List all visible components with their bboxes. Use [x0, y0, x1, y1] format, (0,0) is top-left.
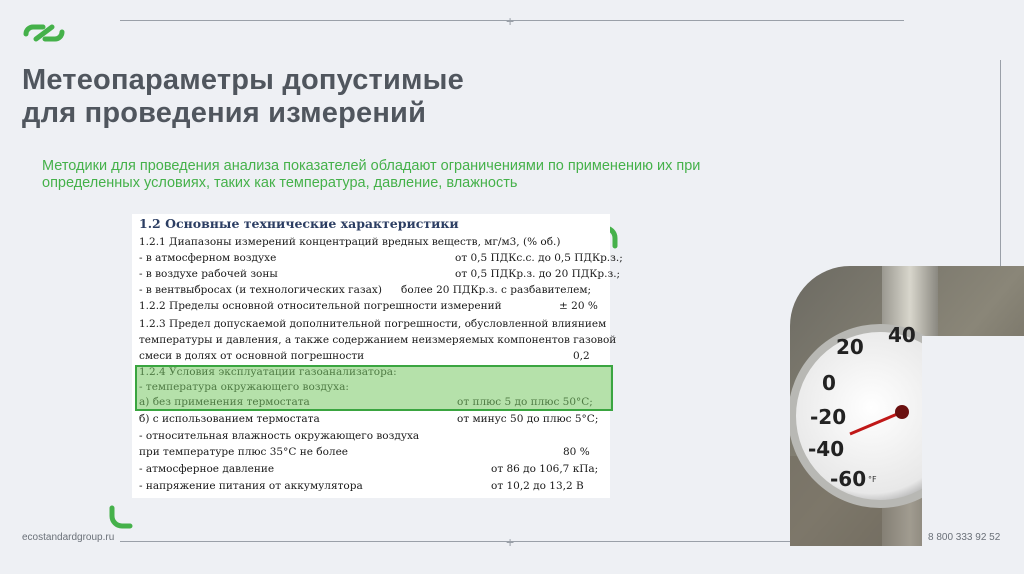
- doc-row: [139, 429, 602, 444]
- bottom-plus-icon: +: [506, 534, 515, 550]
- doc-row: [139, 349, 602, 364]
- doc-row-value: ± 20 %: [559, 300, 598, 312]
- doc-row-value: от 0,5 ПДКс.с. до 0,5 ПДКр.з.;: [455, 252, 623, 264]
- title-line-2: для проведения измерений: [22, 97, 427, 129]
- doc-row-label: 1.2.1 Диапазоны измерений концентраций вредных веществ, мг/м3, (% об.): [139, 236, 561, 248]
- doc-row-value: от 0,5 ПДКр.з. до 20 ПДКр.з.;: [455, 268, 621, 280]
- doc-row: [139, 235, 602, 250]
- doc-row-label: смеси в долях от основной погрешности: [139, 350, 365, 362]
- page-title: [22, 64, 464, 130]
- tick-label: 40: [888, 323, 916, 347]
- unit-label: °F: [868, 475, 877, 484]
- thermometer-photo: [790, 266, 1024, 546]
- doc-row: [139, 299, 602, 314]
- spec-document: [132, 214, 623, 498]
- doc-row: [139, 445, 602, 460]
- doc-row-value: от 86 до 106,7 кПа;: [491, 463, 599, 475]
- doc-row: [139, 462, 602, 477]
- doc-row: [139, 251, 623, 266]
- doc-row: [139, 333, 617, 348]
- doc-row-label: - относительная влажность окружающего воздуха: [139, 430, 420, 442]
- doc-row-label: - в атмосферном воздухе: [139, 252, 277, 264]
- doc-row: [139, 317, 607, 332]
- title-line-1: Метеопараметры допустимые: [22, 64, 464, 96]
- doc-row-label: б) с использованием термостата: [139, 413, 320, 425]
- doc-heading: 1.2 Основные технические характеристики: [139, 216, 459, 231]
- doc-row-label: 1.2.2 Пределы основной относительной погрешности измерений: [139, 300, 502, 312]
- tick-label: 20: [836, 335, 864, 359]
- doc-row-label: - в вентвыбросах (и технологических газах): [139, 284, 382, 296]
- footer-phone[interactable]: 8 800 333 92 52: [928, 532, 1001, 543]
- doc-row-value: 0,2: [573, 350, 590, 362]
- tick-label: -20: [810, 405, 847, 429]
- top-plus-icon: +: [506, 13, 515, 29]
- doc-row-label: - напряжение питания от аккумулятора: [139, 480, 363, 492]
- doc-row-value: 80 %: [563, 446, 590, 458]
- doc-row: [139, 283, 602, 298]
- doc-row-value: более 20 ПДКр.з. с разбавителем;: [401, 284, 592, 296]
- tick-label: -40: [808, 437, 845, 461]
- doc-row-value: от 10,2 до 13,2 В: [491, 480, 584, 492]
- doc-row: [139, 267, 621, 282]
- doc-row: [139, 412, 602, 427]
- bottom-left-bracket-icon: [108, 504, 134, 530]
- doc-row-label: при температуре плюс 35°С не более: [139, 446, 349, 458]
- subtitle: Методики для проведения анализа показателей обладают ограничениями по применению их при определенных условиях, таких как температура, давление, влажность: [42, 158, 701, 191]
- conditions-highlight: [135, 365, 613, 411]
- chain-link-logo-icon: [22, 20, 66, 46]
- doc-row-label: - в воздухе рабочей зоны: [139, 268, 278, 280]
- thermometer-image: [790, 266, 1024, 546]
- doc-row: [139, 479, 602, 494]
- doc-row-value: от минус 50 до плюс 5°С;: [457, 413, 599, 425]
- doc-row-label: 1.2.3 Предел допускаемой дополнительной погрешности, обусловленной влиянием: [139, 318, 607, 330]
- footer-website[interactable]: ecostandardgroup.ru: [22, 532, 115, 543]
- tick-label: 0: [822, 371, 836, 395]
- doc-row-label: температуры и давления, а также содержанием неизмеряемых компонентов газовой: [139, 334, 617, 346]
- doc-row-label: - атмосферное давление: [139, 463, 275, 475]
- tick-label: -60: [830, 467, 867, 491]
